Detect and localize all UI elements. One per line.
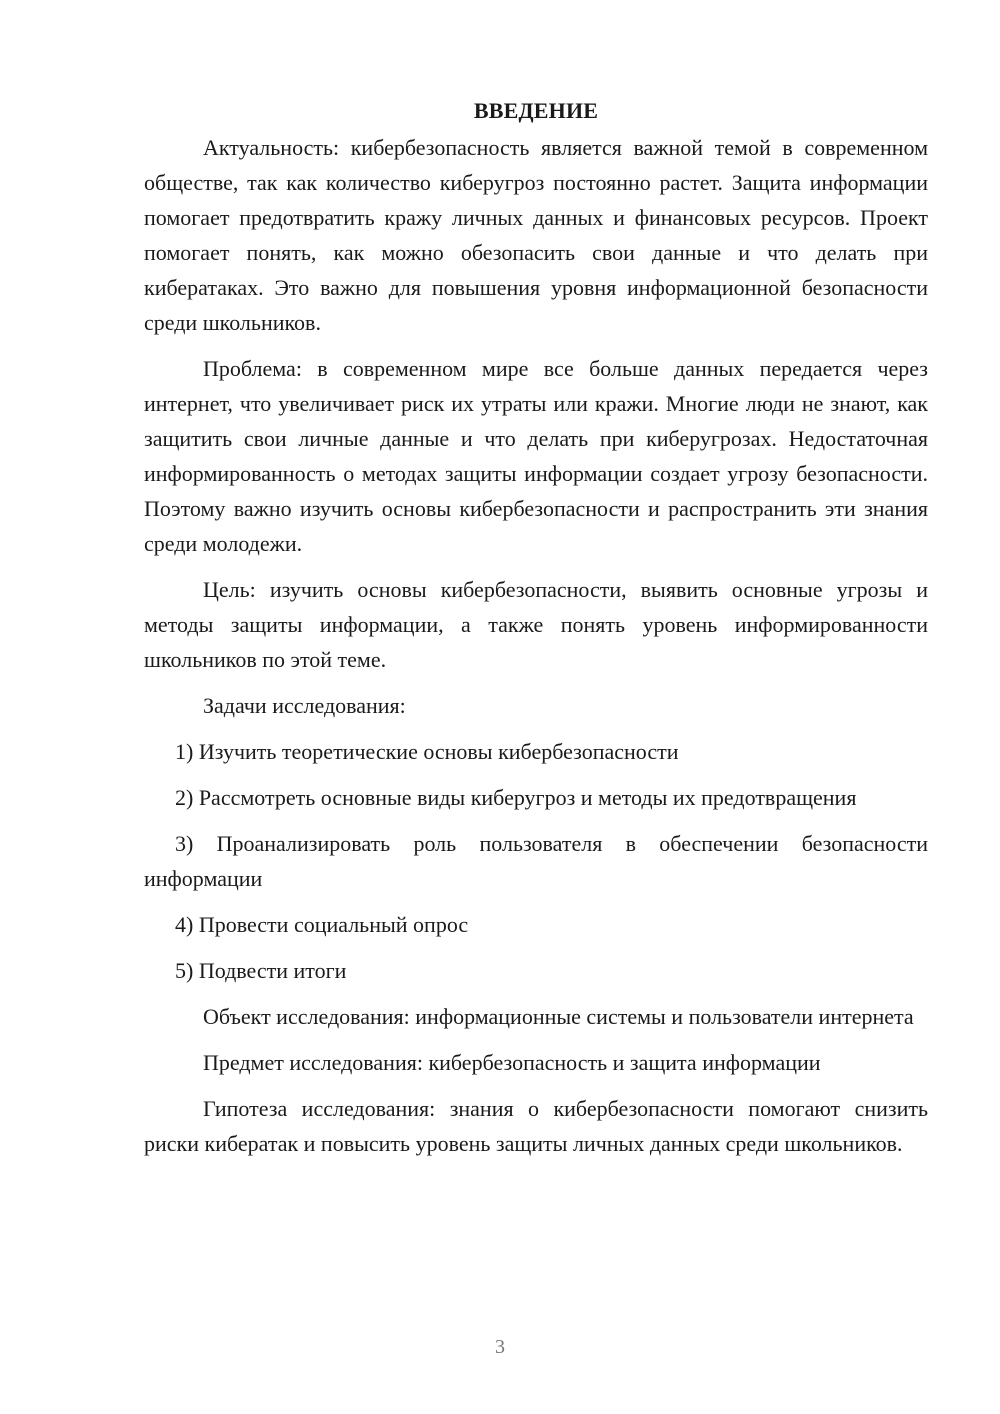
page-content: [144, 96, 928, 1161]
task-item-5: 5) Подвести итоги: [175, 958, 347, 983]
object-paragraph: Объект исследования: информационные системы и пользователи интернета: [203, 1004, 914, 1029]
problem-paragraph: Проблема: в современном мире все больше данных передается через интернет, что увеличивает риск их утраты или кражи. Многие люди не знают, как защитить свои личные данные и что делать при киберугрозах. Недостаточная информированность о методах защиты информации создает угрозу безопасности. Поэтому важно изучить основы кибербезопасности и распространить эти знания среди молодежи.: [144, 356, 928, 556]
goal-paragraph: Цель: изучить основы кибербезопасности, выявить основные угрозы и методы защиты информации, а также понять уровень информированности школьников по этой теме.: [144, 577, 928, 672]
subject-paragraph: Предмет исследования: кибербезопасность и защита информации: [203, 1050, 821, 1075]
hypothesis-paragraph: Гипотеза исследования: знания о кибербезопасности помогают снизить риски кибератак и повысить уровень защиты личных данных среди школьников.: [144, 1096, 928, 1156]
task-item-2: 2) Рассмотреть основные виды киберугроз и методы их предотвращения: [175, 785, 857, 810]
page-number: 3: [495, 1336, 505, 1358]
tasks-heading: Задачи исследования:: [203, 693, 406, 718]
task-item-1: 1) Изучить теоретические основы кибербезопасности: [175, 739, 679, 764]
task-item-3: 3) Проанализировать роль пользователя в обеспечении безопасности информации: [144, 831, 928, 891]
section-title: ВВЕДЕНИЕ: [473, 98, 599, 123]
relevance-paragraph: Актуальность: кибербезопасность является важной темой в современном обществе, так как количество киберугроз постоянно растет. Защита информации помогает предотвратить кражу личных данных и финансовых ресурсов. Проект помогает понять, как можно обезопасить свои данные и что делать при кибератаках. Это важно для повышения уровня информационной безопасности среди школьников.: [144, 135, 928, 335]
task-item-4: 4) Провести социальный опрос: [175, 912, 469, 937]
